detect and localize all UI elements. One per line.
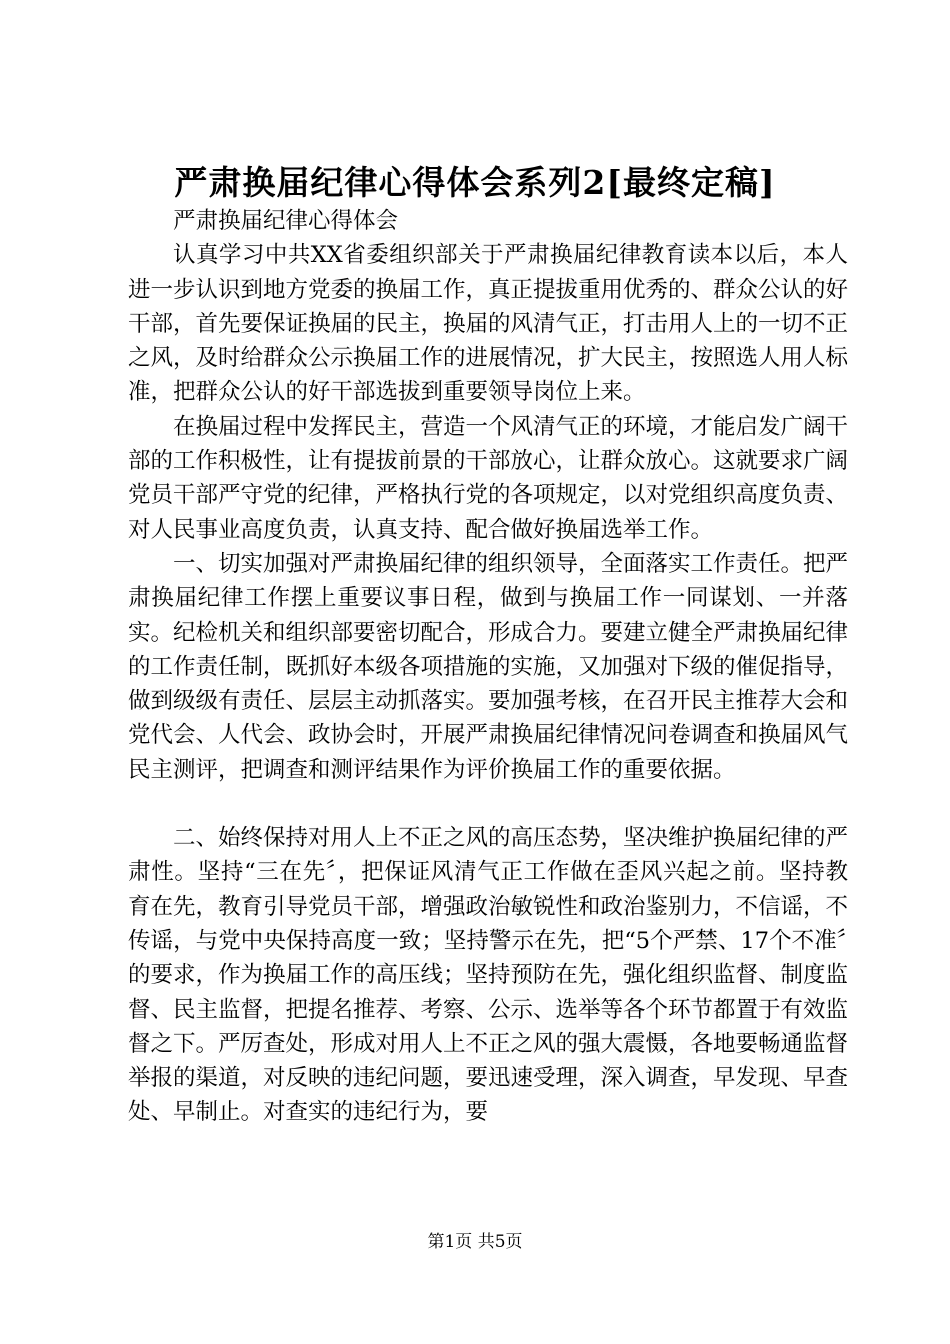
document-subtitle: 严肃换届纪律心得体会 — [173, 208, 399, 234]
document-body — [128, 204, 848, 1130]
paragraph-3: 一、切实加强对严肃换届纪律的组织领导，全面落实工作责任。把严肃换届纪律工作摆上重要议事日程，做到与换届工作一同谋划、一并落实。纪检机关和组织部要密切配合，形成合力。要建立健全严肃换届纪律的工作责任制，既抓好本级各项措施的实施，又加强对下级的催促指导，做到级级有责任、层层主动抓落实。要加强考核，在召开民主推荐大会和党代会、人代会、政协会时，开展严肃换届纪律情况问卷调查和换届风气民主测评，把调查和测评结果作为评价换届工作的重要依据。 — [128, 550, 849, 783]
document-title: 严肃换届纪律心得体会系列2[最终定稿] — [174, 163, 776, 202]
paragraph-2: 在换届过程中发挥民主，营造一个风清气正的环境，才能启发广阔干部的工作积极性，让有提拔前景的干部放心，让群众放心。这就要求广阔党员干部严守党的纪律，严格执行党的各项规定，以对党组织高度负责、对人民事业高度负责，认真支持、配合做好换届选举工作。 — [128, 413, 849, 543]
page-footer: 第1页 共5页 — [427, 1232, 523, 1252]
paragraph-1: 认真学习中共XX省委组织部关于严肃换届纪律教育读本以后，本人进一步认识到地方党委的换届工作，真正提拔重用优秀的、群众公认的好干部，首先要保证换届的民主，换届的风清气正，打击用人上的一切不正之风，及时给群众公示换届工作的进展情况，扩大民主，按照选人用人标准，把群众公认的好干部选拔到重要领导岗位上来。 — [128, 242, 849, 406]
paragraph-4: 二、始终保持对用人上不正之风的高压态势，坚决维护换届纪律的严肃性。坚持“三在先〞，把保证风清气正工作做在歪风兴起之前。坚持教育在先，教育引导党员干部，增强政治敏锐性和政治鉴别力，不信谣，不传谣，与党中央保持高度一致；坚持警示在先，把“5个严禁、17个不准〞的要求，作为换届工作的高压线；坚持预防在先，强化组织监督、制度监督、民主监督，把提名推荐、考察、公示、选举等各个环节都置于有效监督之下。严厉查处，形成对用人上不正之风的强大震慑，各地要畅通监督举报的渠道，对反映的违纪问题，要迅速受理，深入调查，早发现、早查处、早制止。对查实的违纪行为，要 — [128, 825, 849, 1126]
